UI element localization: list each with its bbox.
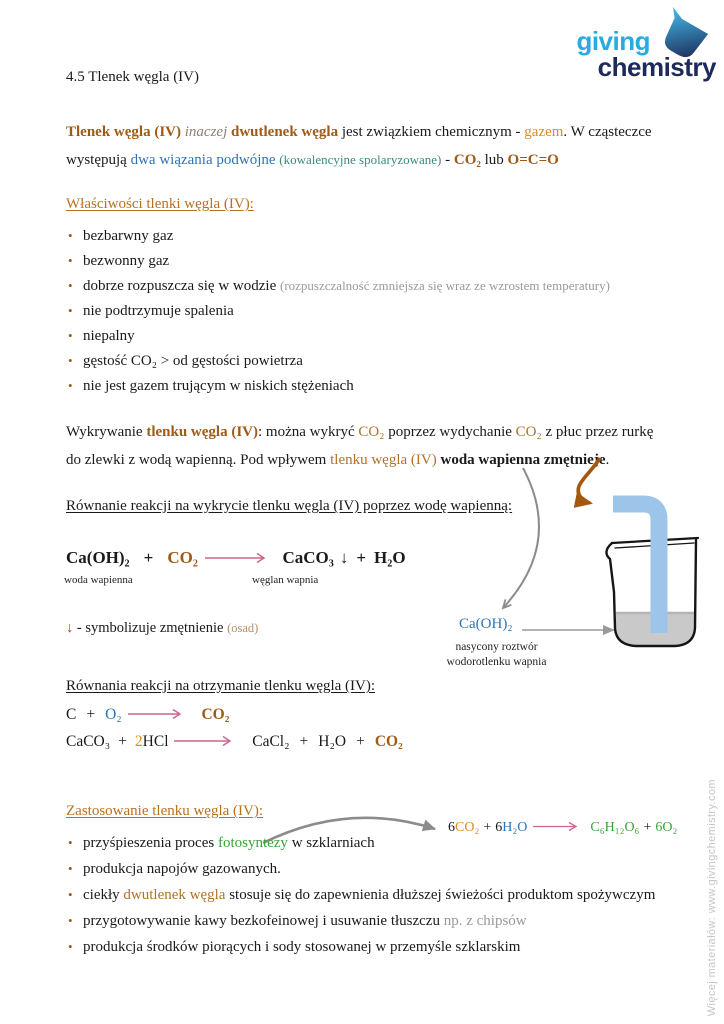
gray-curve-arrow	[503, 468, 539, 608]
eq-label-woda-wapienna: woda wapienna	[64, 574, 133, 586]
equation-detection	[66, 548, 406, 568]
detection-eq-heading: Równanie reakcji na wykrycie tlenku węgla (IV) poprzez wodę wapienną:	[66, 498, 513, 514]
term-woda-wapienna-zmetnieje: woda wapienna zmętnieje	[440, 452, 606, 468]
term-tlenku-wegla: tlenku węgla (IV)	[330, 452, 437, 468]
formula-co2: CO₂	[515, 424, 542, 440]
reaction-arrow	[202, 552, 272, 564]
formula-co2: CO₂	[453, 152, 481, 168]
detection-text-4: z płuc przez rurkę	[541, 424, 654, 440]
list-item	[66, 276, 696, 296]
intro-text-1: jest związkiem chemicznym -	[338, 124, 525, 140]
plus-sign: +	[299, 733, 309, 750]
caption-line-2: wodorotlenku wapnia	[446, 656, 547, 668]
intro-text-5: lub	[480, 152, 508, 168]
page-title: 4.5 Tlenek węgla (IV)	[66, 69, 200, 85]
list-item	[66, 351, 696, 371]
formula-co2: CO₂	[455, 820, 480, 835]
use-text: ciekły	[83, 887, 124, 903]
formula-co2: CO₂	[358, 424, 385, 440]
formula-6o2: 6O₂	[655, 820, 678, 835]
uses-heading: Zastosowanie tlenku węgla (IV):	[66, 803, 264, 819]
term-fotosyntezy: fotosyntezy	[217, 835, 288, 851]
plus-sign: +	[86, 706, 96, 723]
detection-text-3: poprzez wydychanie	[384, 424, 516, 440]
intro-line-2	[66, 146, 686, 174]
property-text: niepalny	[83, 328, 135, 344]
property-text: bezbarwny gaz	[83, 228, 174, 244]
properties-heading: Właściwości tlenki węgla (IV):	[66, 196, 254, 212]
reaction-arrow	[172, 735, 238, 747]
equation-caco3-hcl	[66, 733, 403, 751]
plus-sign: +	[118, 733, 127, 750]
plus-sign: +	[356, 548, 367, 567]
detection-text-1: Wykrywanie	[66, 424, 147, 440]
eq-label-weglan-wapnia: węglan wapnia	[252, 574, 319, 586]
list-item	[66, 251, 696, 271]
use-text: produkcja napojów gazowanych.	[83, 861, 281, 877]
formula-caco3: CaCO₃	[282, 548, 334, 567]
list-item	[66, 937, 676, 957]
formula-co2: CO₂	[374, 733, 403, 750]
list-item	[66, 226, 696, 246]
property-text: nie podtrzymuje spalenia	[83, 303, 234, 319]
equation-c-o2	[66, 706, 229, 724]
term-wiazania-podwojne: dwa wiązania podwójne	[130, 152, 280, 168]
formula-oco: O=C=O	[507, 152, 559, 168]
property-text: bezwonny gaz	[83, 253, 170, 269]
list-item	[66, 911, 676, 931]
intro-text-3: występują	[66, 152, 131, 168]
list-item	[66, 301, 696, 321]
coefficient-6: 6	[495, 820, 503, 835]
production-eq-heading: Równania reakcji na otrzymanie tlenku węgla (IV):	[66, 678, 376, 694]
list-item	[66, 859, 676, 879]
detection-text-5: do zlewki z wodą wapienną. Pod wpływem	[66, 452, 331, 468]
word-inaczej: inaczej	[181, 124, 231, 140]
property-note: (rozpuszczalność zmniejsza się wraz ze wzrostem temperatury)	[280, 278, 610, 293]
brown-arrow	[578, 458, 600, 503]
word-gazem: gazem	[524, 124, 564, 140]
reaction-arrow	[126, 708, 188, 720]
brand-logo	[556, 14, 716, 83]
property-text: gęstość CO₂ > od gęstości powietrza	[83, 353, 303, 369]
list-item	[66, 376, 696, 396]
margin-watermark: Więcej materiałów: www.givingchemistry.com	[706, 778, 718, 1016]
intro-text-4: -	[441, 152, 454, 168]
note-chipsy: np. z chipsów	[443, 913, 527, 929]
list-item	[66, 885, 676, 905]
plus-sign: +	[483, 820, 492, 835]
formula-caco3: CaCO₃	[66, 733, 111, 750]
note-osad: (osad)	[227, 621, 259, 635]
use-text: przyśpieszenia proces	[83, 835, 218, 851]
properties-list	[66, 226, 696, 401]
formula-caoh2: Ca(OH)₂	[66, 548, 130, 567]
uses-list	[66, 833, 676, 963]
use-text: stosuje się do zapewnienia dłuższej świeżości produktom spożywczym	[225, 887, 656, 903]
use-text: produkcja środków piorących i sody stosowanej w przemyśle szklarskim	[83, 939, 521, 955]
formula-h2o: H₂O	[374, 548, 406, 567]
use-text: przygotowywanie kawy bezkofeinowej i usuwanie tłuszczu	[83, 913, 444, 929]
formula-cacl2: CaCl₂	[252, 733, 290, 750]
intro-line-1	[66, 118, 686, 146]
down-arrow-symbol: ↓	[66, 620, 74, 636]
formula-co2: CO₂	[167, 548, 198, 567]
formula-hcl: HCl	[142, 733, 169, 750]
property-text: nie jest gazem trującym w niskich stężeniach	[83, 378, 354, 394]
plus-sign: +	[356, 733, 365, 750]
intro-text-2: . W cząsteczce	[563, 124, 652, 140]
precipitate-arrow: ↓	[339, 548, 349, 567]
note-kowalencyjne: (kowalencyjne spolaryzowane)	[279, 152, 442, 167]
term-dwutlenek-wegla: dwutlenek węgla	[123, 887, 226, 903]
term-tlenek-wegla: Tlenek węgla (IV)	[66, 124, 181, 140]
list-item	[66, 326, 696, 346]
detection-text-6: .	[605, 452, 610, 468]
caption-line-1: nasycony roztwór	[455, 641, 538, 653]
formula-h2o: H₂O	[502, 820, 528, 835]
coefficient-2: 2	[134, 733, 143, 750]
formula-glucose: C₆H₁₂O₆	[590, 820, 640, 835]
term-tlenku-wegla: tlenku węgla (IV)	[146, 424, 258, 440]
logo-word-chemistry: chemistry	[597, 52, 716, 82]
formula-c: C	[66, 706, 77, 723]
formula-h2o: H₂O	[318, 733, 347, 750]
term-dwutlenek-wegla: dwutlenek węgla	[231, 124, 339, 140]
detection-text-2: : można wykryć	[258, 424, 359, 440]
plus-sign: +	[643, 820, 652, 835]
reaction-arrow	[531, 821, 583, 832]
intro-paragraph	[66, 118, 686, 174]
formula-co2: CO₂	[201, 706, 230, 723]
use-text: w szklarniach	[287, 835, 375, 851]
property-text: dobrze rozpuszcza się w wodzie	[83, 278, 280, 294]
precipitate-note	[66, 620, 258, 637]
coefficient-6: 6	[448, 820, 455, 835]
figure-caption	[424, 640, 569, 670]
logo-word-giving: giving	[576, 26, 650, 56]
formula-o2: O₂	[105, 706, 122, 723]
list-item	[66, 833, 676, 853]
note-text: - symbolizuje zmętnienie	[73, 620, 228, 636]
figure-label-caoh2: Ca(OH)₂	[459, 616, 513, 632]
plus-sign: +	[143, 548, 154, 567]
